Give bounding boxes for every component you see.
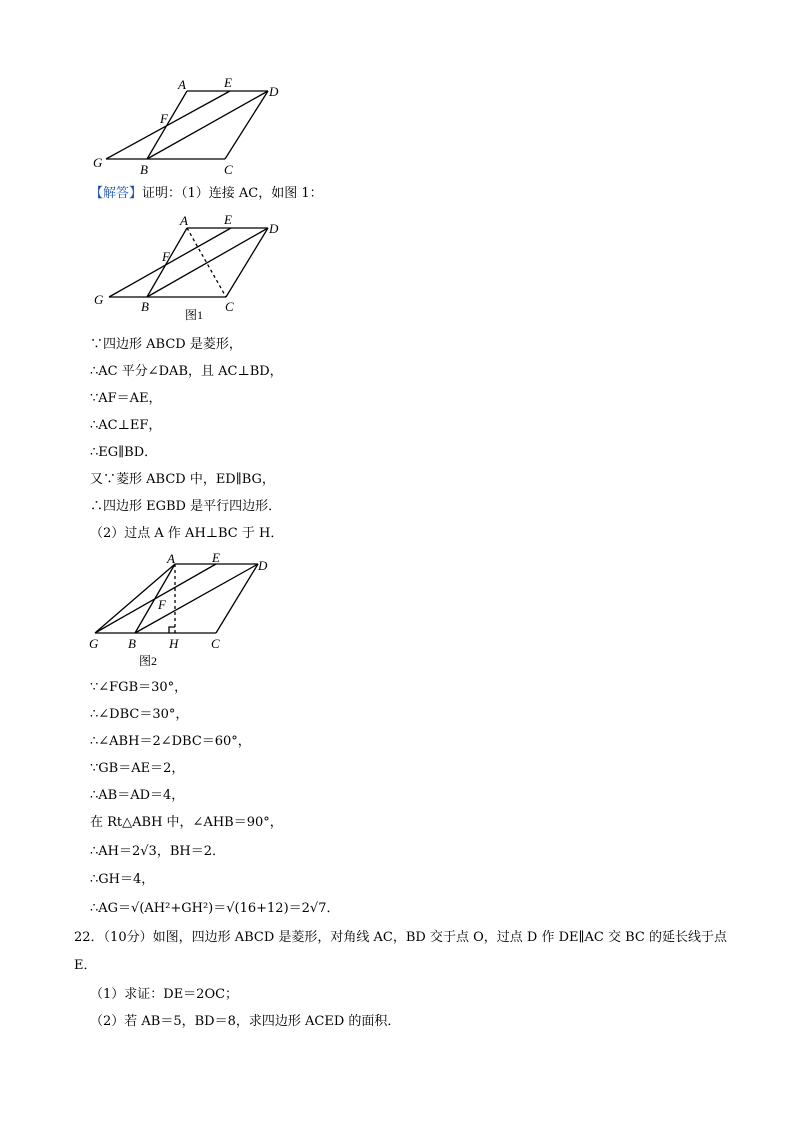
- part1-line-2: ∴AC 平分∠DAB，且 AC⊥BD，: [90, 364, 283, 379]
- fig2-label-D: D: [258, 558, 268, 573]
- fig1-label-B: B: [141, 299, 149, 314]
- part1-line-3: ∵AF＝AE，: [90, 391, 162, 406]
- part2-line-5: ∴AB＝AD＝4，: [90, 788, 185, 803]
- problem-22-q1: （1）求证：DE＝2OC；: [90, 987, 239, 1002]
- part2-line-3: ∴∠ABH＝2∠DBC＝60°，: [90, 734, 251, 749]
- part2-line-7: ∴AH＝2√3，BH＝2．: [90, 844, 225, 859]
- fig2-label-C: C: [211, 636, 220, 651]
- fig1-caption: 图1: [185, 308, 204, 322]
- problem-22: [74, 924, 734, 980]
- part2-line-1: ∵∠FGB＝30°，: [90, 680, 188, 695]
- fig2-label-E: E: [212, 550, 220, 565]
- part1-line-8: （2）过点 A 作 AH⊥BC 于 H．: [90, 526, 284, 541]
- fig1-label-G: G: [94, 292, 104, 307]
- problem-22-text: 如图，四边形 ABCD 是菱形，对角线 AC，BD 交于点 O，过点 D 作 DE∥AC 交 BC 的延长线于点 E．: [74, 930, 727, 973]
- answer-intro: 证明：（1）连接 AC，如图 1：: [142, 186, 323, 201]
- part1-line-1: ∵四边形 ABCD 是菱形，: [90, 337, 242, 352]
- fig1-label-C: C: [225, 299, 234, 314]
- answer-intro-line: [90, 184, 323, 204]
- part2-line-8: ∴GH＝4，: [90, 872, 155, 887]
- fig1-label-A: A: [180, 213, 188, 228]
- figure-2: [82, 548, 292, 674]
- fig2-label-G: G: [89, 636, 99, 651]
- figure-top: [85, 72, 295, 186]
- part2-line-2: ∴∠DBC＝30°，: [90, 707, 189, 722]
- label-E: E: [224, 75, 232, 90]
- figure-1: [85, 208, 295, 330]
- label-A: A: [178, 77, 186, 92]
- part1-line-4: ∴AC⊥EF，: [90, 418, 162, 433]
- fig1-label-F: F: [162, 249, 170, 264]
- part2-line-6: 在 Rt△ABH 中，∠AHB＝90°，: [90, 815, 283, 830]
- fig2-label-B: B: [128, 636, 136, 651]
- problem-22-number: 22．（10分）: [74, 930, 153, 945]
- part2-line-9: ∴AG＝√(AH²+GH²)＝√(16+12)＝2√7．: [90, 901, 340, 916]
- fig1-label-E: E: [224, 212, 232, 227]
- label-D: D: [269, 84, 279, 99]
- fig2-label-H: H: [169, 636, 179, 651]
- label-C: C: [224, 162, 233, 177]
- fig1-label-D: D: [269, 221, 279, 236]
- answer-tag: 【解答】: [90, 186, 143, 201]
- fig2-caption: 图2: [139, 654, 158, 668]
- label-G: G: [93, 155, 103, 170]
- part2-line-4: ∵GB＝AE＝2，: [90, 761, 185, 776]
- fig2-label-A: A: [167, 551, 175, 566]
- label-F: F: [160, 111, 168, 126]
- part1-line-6: 又∵菱形 ABCD 中，ED∥BG，: [90, 472, 275, 487]
- label-B: B: [140, 162, 148, 177]
- fig2-label-F: F: [158, 597, 166, 612]
- part1-line-7: ∴四边形 EGBD 是平行四边形．: [90, 499, 282, 514]
- problem-22-q2: （2）若 AB＝5，BD＝8，求四边形 ACED 的面积．: [90, 1014, 401, 1029]
- part1-line-5: ∴EG∥BD．: [90, 445, 158, 460]
